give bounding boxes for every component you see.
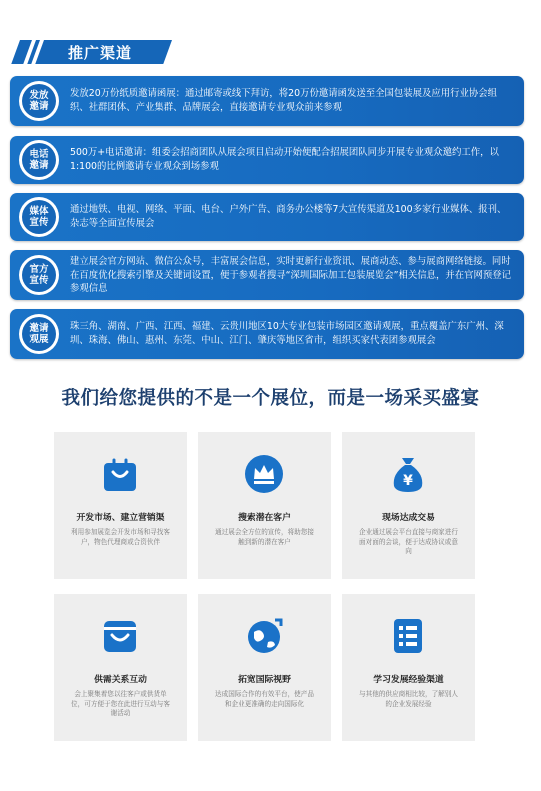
feature-title: 供需关系互动	[94, 675, 147, 685]
channel-card-phone	[10, 136, 524, 184]
channel-badge: 发放邀请	[19, 81, 59, 121]
channel-card-invitation	[10, 76, 524, 126]
cart-icon	[100, 616, 140, 656]
feature-card-market	[54, 432, 187, 579]
channel-badge: 官方宣传	[19, 255, 59, 295]
feature-desc: 会上聚集着您以往客户或供货单位，可方便于您在此进行互动与客谢活动	[71, 690, 170, 717]
feature-title: 搜索潜在客户	[238, 513, 291, 523]
shopping-bag-icon	[100, 454, 140, 494]
crown-icon	[244, 454, 284, 494]
feature-card-customers	[198, 432, 331, 579]
feature-desc: 与其他的供应商相比较，了解别人的企业发展经验	[359, 690, 458, 708]
channel-badge: 邀请观展	[19, 314, 59, 354]
channel-text: 通过地铁、电视、网络、平面、电台、户外广告、商务办公楼等7大宣传渠道及100多家行业媒体、报刊、杂志等全面宣传展会	[70, 204, 507, 229]
channel-card-visit	[10, 309, 524, 359]
feature-card-trade	[342, 432, 475, 579]
channel-badge: 媒体宣传	[19, 197, 59, 237]
feature-card-learning	[342, 594, 475, 741]
channel-text: 发放20万份纸质邀请函展：通过邮寄或线下拜访，将20万份邀请函发送至全国包装展及应用行业协会组织、社群团体、产业集群、品牌展会，直接邀请专业观众前来参观	[70, 88, 497, 113]
globe-icon	[244, 616, 284, 656]
list-icon	[388, 616, 428, 656]
channel-text: 珠三角、湖南、广西、江西、福建、云贵川地区10大专业包装市场园区邀请观展，重点覆盖广东广州、深圳、珠海、佛山、惠州、东莞、中山、江门、肇庆等地区省市，组织买家代表团参观展会	[70, 321, 504, 346]
section-title: 推广渠道	[68, 44, 133, 62]
feature-desc: 利用参加展览会开发市场和寻找客户，物色代理商或合资伙伴	[71, 528, 170, 546]
feature-desc: 通过展会全方位的宣传，将助您接触到新的潜在客户	[215, 528, 314, 546]
svg-text:¥: ¥	[403, 473, 413, 489]
main-title: 我们给您提供的不是一个展位，而是一场采买盛宴	[61, 388, 480, 409]
feature-title: 开发市场、建立营销渠	[76, 513, 165, 523]
channel-card-official	[10, 250, 524, 300]
money-bag-icon	[388, 454, 428, 494]
feature-title: 拓宽国际视野	[238, 675, 291, 685]
channel-text: 500万+电话邀请：组委会招商团队从展会项目启动开始便配合招展团队同步开展专业观众邀约工作，以1:100的比例邀请专业观众到场参观	[70, 147, 499, 172]
channel-badge: 电话邀请	[19, 140, 59, 180]
feature-title: 现场达成交易	[382, 513, 435, 523]
feature-card-supply	[54, 594, 187, 741]
channel-card-media	[10, 193, 524, 241]
feature-title: 学习发展经验渠道	[373, 675, 444, 685]
feature-card-global	[198, 594, 331, 741]
feature-desc: 企业通过展会平台直接与商家进行面对面的会谈，便于达成协议或意向	[359, 528, 458, 555]
channel-text: 建立展会官方网站、微信公众号，丰富展会信息，实时更新行业资讯、展商动态、参与展商网络链接。同时在百度优化搜索引擎及关键词设置，便于参观者搜寻“深圳国际加工包装展览会”相关信息，并在官网预登记参观信息	[70, 256, 511, 294]
feature-desc: 达成国际合作的有效平台，使产品和企业更准确的走向国际化	[215, 690, 314, 708]
